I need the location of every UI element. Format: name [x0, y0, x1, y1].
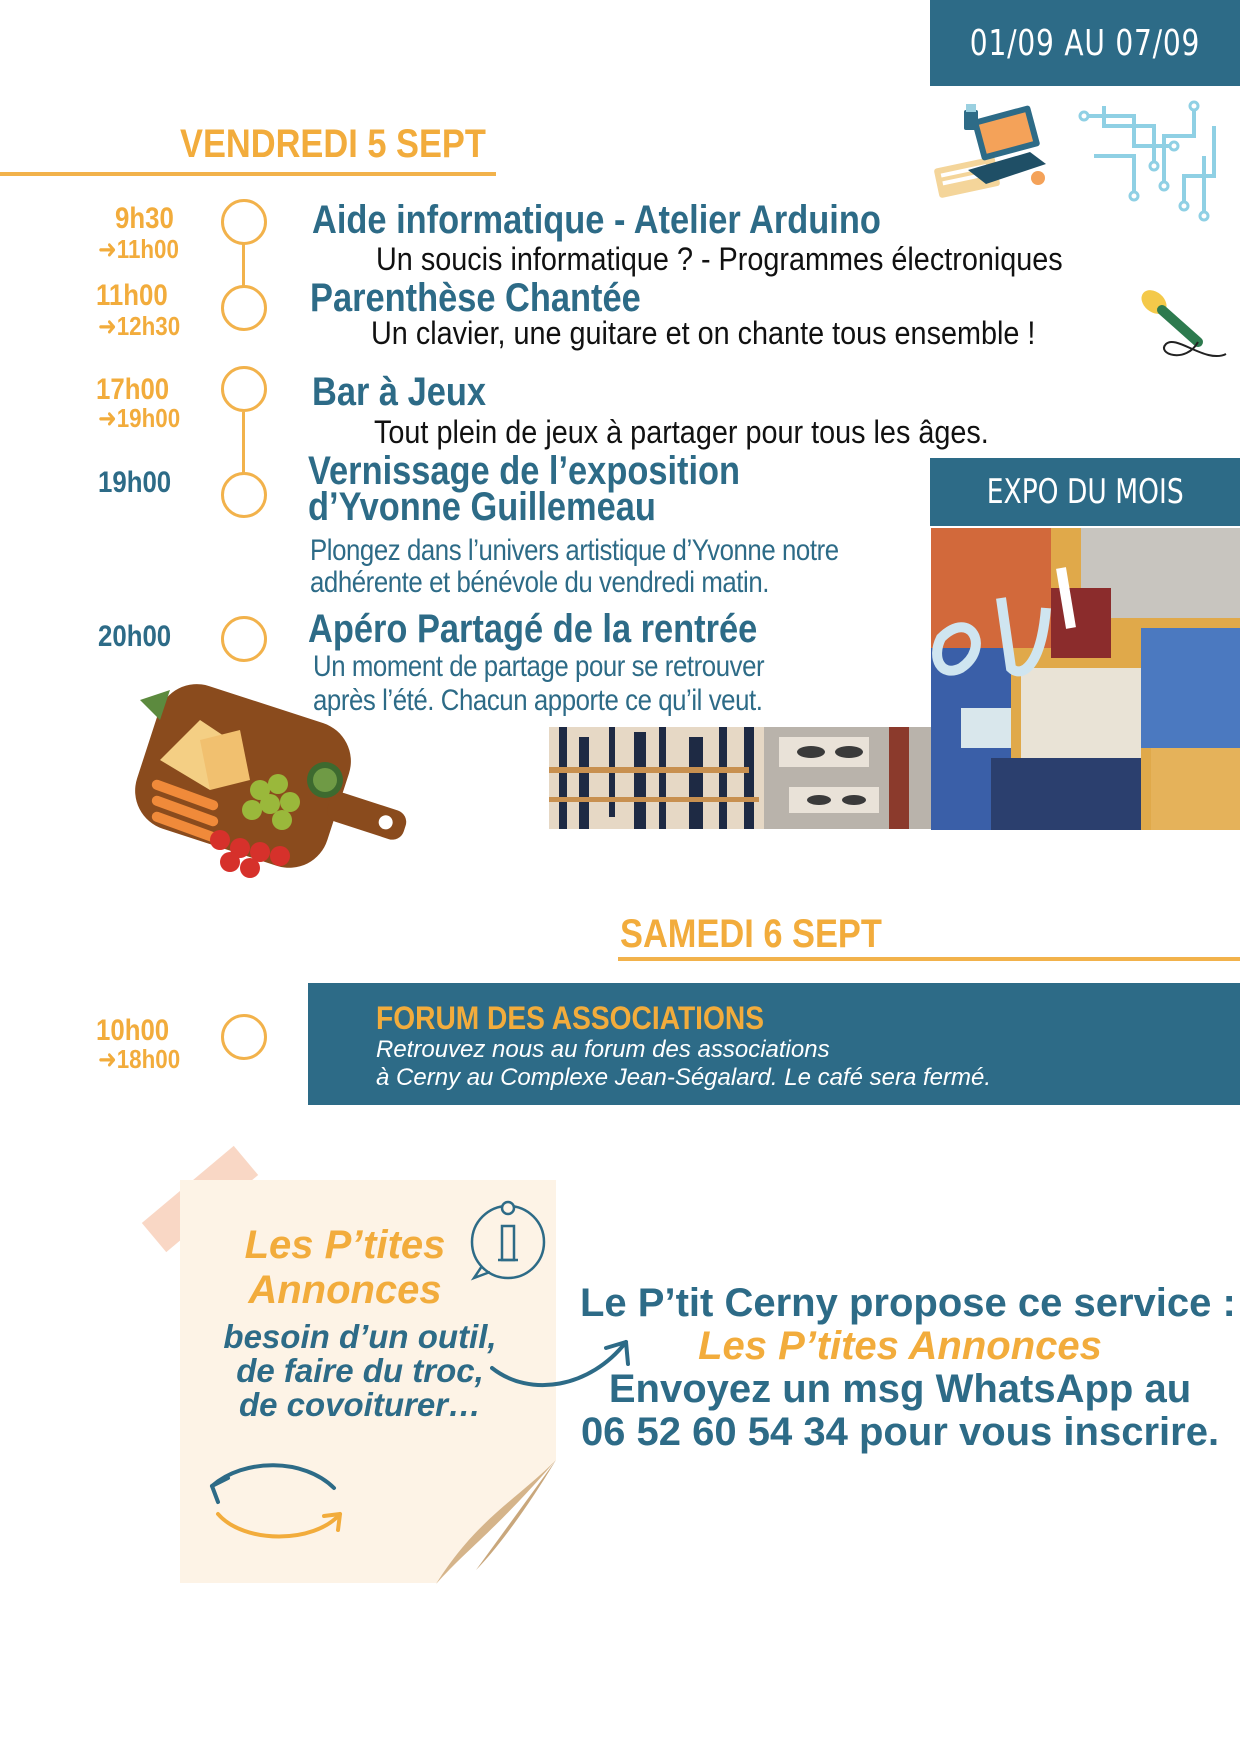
saturday-title: SAMEDI 6 SEPT: [620, 912, 882, 956]
event-description-line2: après l’été. Chacun apporte ce qu’il veut.: [313, 684, 763, 717]
event-end-time: ➜18h00: [98, 1044, 181, 1074]
event-title: Bar à Jeux: [312, 370, 487, 414]
event-end-time: ➜12h30: [98, 311, 181, 341]
laptop-illustration-icon: [928, 100, 1058, 200]
service-line4: 06 52 60 54 34 pour vous inscrire.: [580, 1410, 1220, 1454]
event-end-time: ➜19h00: [98, 403, 181, 433]
forum-text-line1: Retrouvez nous au forum des associations: [376, 1036, 830, 1063]
info-icon: [460, 1200, 548, 1284]
circuit-icon: [1074, 96, 1224, 222]
forum-title: FORUM DES ASSOCIATIONS: [376, 1000, 764, 1036]
event-start-time: 19h00: [98, 466, 172, 499]
service-line2: Les P’tites Annonces: [698, 1324, 1102, 1368]
date-range: 01/09 AU 07/09: [969, 22, 1201, 64]
timeline-circle: [221, 366, 267, 412]
event-title-line1: Vernissage de l’exposition: [308, 449, 741, 493]
timeline-line: [242, 412, 245, 474]
timeline-circle: [221, 199, 267, 245]
event-subtitle: Tout plein de jeux à partager pour tous les âges.: [374, 414, 989, 450]
expo-label: EXPO DU MOIS: [930, 458, 1240, 526]
exchange-arrows-icon: [204, 1458, 354, 1544]
timeline-circle: [221, 285, 267, 331]
event-title: Apéro Partagé de la rentrée: [308, 607, 758, 651]
annonces-title-line2: Annonces: [248, 1268, 442, 1312]
event-end-time: ➜11h00: [98, 234, 179, 264]
timeline-circle: [221, 1014, 267, 1060]
event-subtitle: Un clavier, une guitare et on chante tous ensemble !: [371, 315, 1036, 351]
timeline-circle: [221, 616, 267, 662]
expo-painting: [931, 528, 1240, 830]
timeline-circle: [221, 472, 267, 518]
microphone-icon: [1136, 284, 1228, 364]
service-line3: Envoyez un msg WhatsApp au: [608, 1367, 1192, 1411]
service-line1: Le P’tit Cerny propose ce service :: [580, 1281, 1236, 1325]
event-start-time: 17h00: [96, 373, 170, 406]
event-start-time: 11h00: [96, 279, 168, 312]
collage-image: [549, 727, 931, 829]
forum-text-line2: à Cerny au Complexe Jean-Ségalard. Le café sera fermé.: [376, 1064, 991, 1091]
event-start-time: 20h00: [98, 620, 172, 653]
event-start-time: 10h00: [96, 1014, 170, 1047]
event-description-line1: Un moment de partage pour se retrouver: [313, 650, 765, 683]
event-description-line2: adhérente et bénévole du vendredi matin.: [310, 566, 770, 599]
event-title: Parenthèse Chantée: [310, 276, 641, 320]
aperitif-board-icon: [120, 680, 430, 900]
event-subtitle: Un soucis informatique ? - Programmes électroniques: [376, 241, 1063, 277]
event-title: Aide informatique - Atelier Arduino: [312, 198, 881, 242]
friday-title-underline: [0, 172, 496, 176]
event-start-time: 9h30: [115, 202, 174, 235]
annonces-text-line1: besoin d’un outil,: [223, 1318, 497, 1355]
annonces-text-line2: de faire du troc,: [236, 1352, 484, 1389]
annonces-text-line3: de covoiturer…: [238, 1386, 482, 1423]
event-title-line2: d’Yvonne Guillemeau: [308, 485, 656, 529]
note-curled-corner: [436, 1460, 558, 1584]
saturday-title-underline: [618, 957, 1240, 961]
event-description-line1: Plongez dans l’univers artistique d’Yvonne notre: [310, 534, 839, 567]
friday-title: VENDREDI 5 SEPT: [180, 122, 486, 166]
annonces-title-line1: Les P’tites: [244, 1223, 446, 1267]
painting-text: oui: [971, 648, 973, 649]
